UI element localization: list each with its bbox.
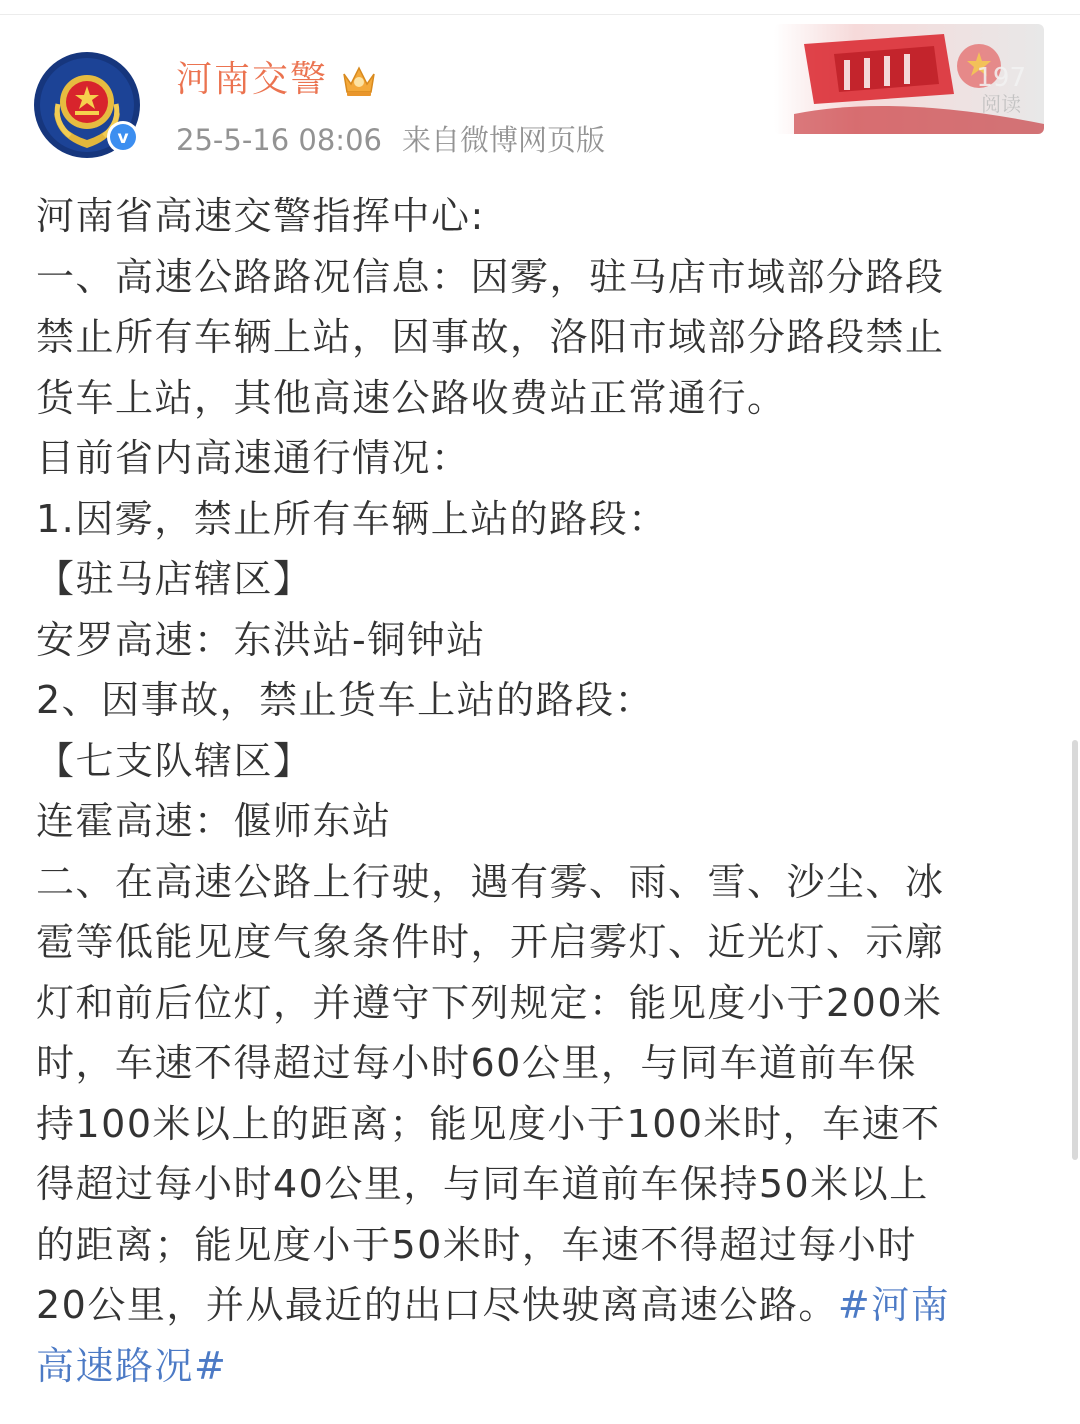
crown-icon	[340, 62, 378, 98]
post-line-last	[36, 1275, 1046, 1336]
svg-text:v: v	[117, 128, 129, 148]
read-count-number: 197	[976, 63, 1026, 93]
post-line: 的距离；能见度小于50米时，车速不得超过每小时	[36, 1222, 917, 1267]
post-line: 安罗高速：东洪站-铜钟站	[36, 617, 486, 662]
post-line: 时，车速不得超过每小时60公里，与同车道前车保	[36, 1041, 917, 1085]
hashtag-link-continued[interactable]: 高速路况#	[36, 1343, 228, 1388]
post-text: 20公里，并从最近的出口尽快驶离高速公路。	[36, 1283, 838, 1327]
scrollbar[interactable]	[1072, 740, 1078, 1160]
post-line: 雹等低能见度气象条件时，开启雾灯、近光灯、示廓	[36, 920, 945, 964]
author-name[interactable]: 河南交警	[176, 59, 329, 100]
post-meta	[176, 120, 625, 160]
post-line: 连霍高速：偃师东站	[36, 799, 392, 843]
post-line: 【驻马店辖区】	[36, 557, 313, 601]
post-line: 灯和前后位灯，并遵守下列规定：能见度小于200米	[36, 980, 943, 1025]
post-source: 来自微博网页版	[401, 123, 605, 157]
read-count	[976, 64, 1026, 116]
read-count-label: 阅读	[981, 92, 1022, 116]
post-line-hashtag	[36, 1336, 1046, 1397]
post-line: 2、因事故，禁止货车上站的路段：	[36, 678, 655, 722]
post-line: 【七支队辖区】	[36, 738, 313, 783]
post-line: 持100米以上的距离；能见度小于100米时，车速不	[36, 1101, 941, 1146]
post-timestamp[interactable]: 25-5-16 08:06	[176, 123, 382, 157]
top-divider	[0, 14, 1080, 15]
hashtag-link[interactable]: #河南	[837, 1283, 951, 1327]
post-line: 一、高速公路路况信息：因雾，驻马店市域部分路段	[36, 254, 945, 299]
post-line: 得超过每小时40公里，与同车道前车保持50米以上	[36, 1162, 929, 1206]
verified-badge-icon	[106, 120, 140, 154]
post-body	[36, 186, 1046, 1396]
post-line: 禁止所有车辆上站，因事故，洛阳市域部分路段禁止	[36, 315, 945, 359]
tiananmen-banner-image	[774, 24, 1044, 134]
post-line: 二、在高速公路上行驶，遇有雾、雨、雪、沙尘、冰	[36, 859, 945, 904]
post-line: 1.因雾，禁止所有车辆上站的路段：	[36, 496, 668, 541]
post-line: 货车上站，其他高速公路收费站正常通行。	[36, 375, 787, 420]
post-header	[34, 48, 1044, 168]
post-line: 目前省内高速通行情况：	[36, 436, 471, 480]
post-line: 河南省高速交警指挥中心:	[36, 194, 485, 238]
